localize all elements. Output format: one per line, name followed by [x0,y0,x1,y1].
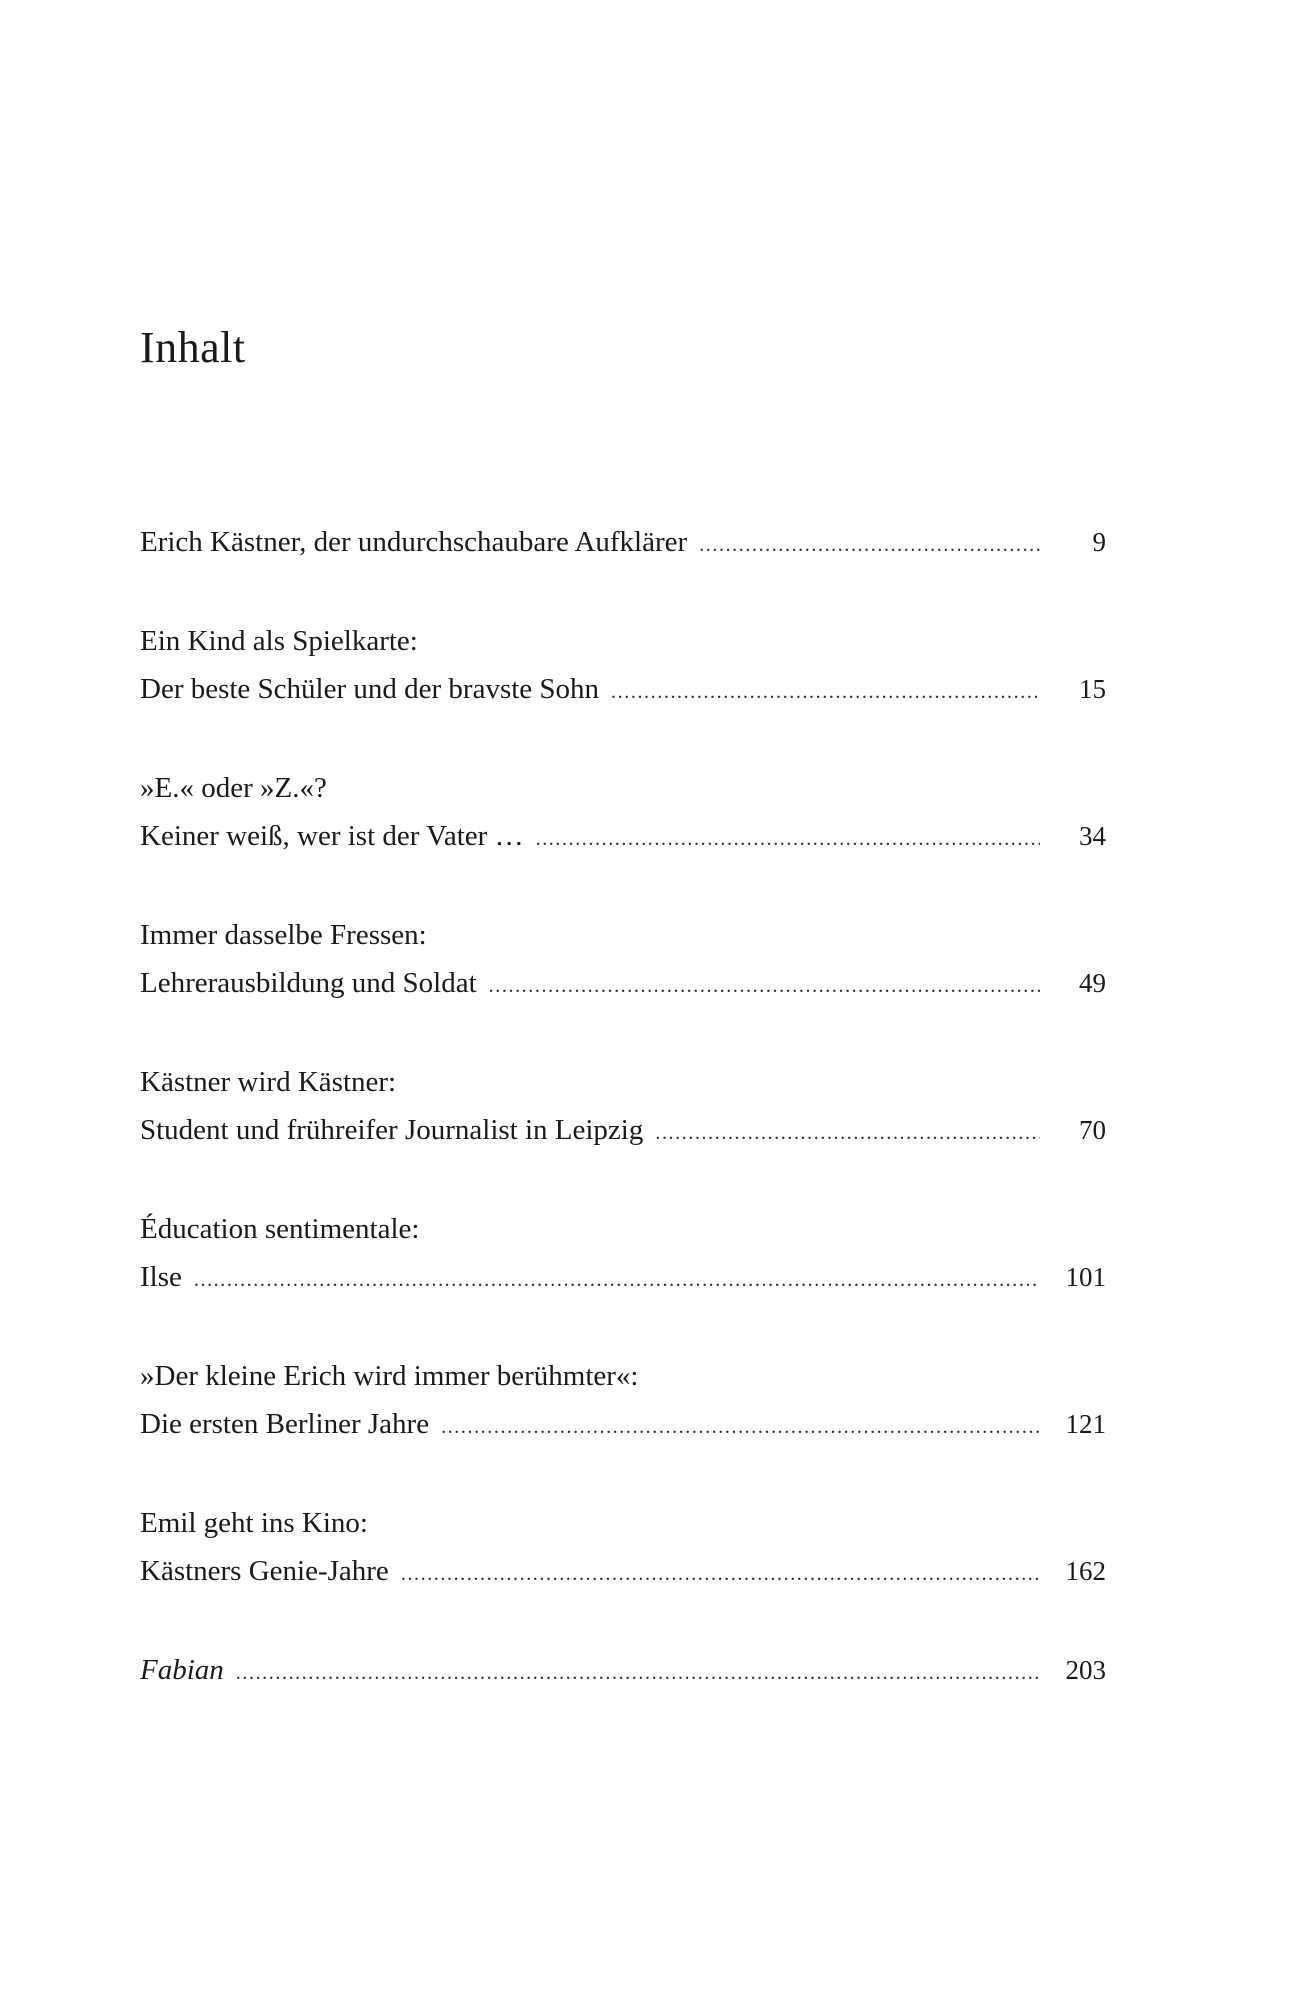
toc-entry-line [140,812,1106,863]
toc-entry-4[interactable] [140,911,1106,1010]
dot-leader [699,521,1040,569]
page-title: Inhalt [140,323,246,372]
toc-entry-1[interactable] [140,518,1106,569]
toc-entry-2[interactable] [140,617,1106,716]
toc-entry-heading: Éducation sentimentale: [140,1213,420,1245]
table-of-contents [140,518,1106,1697]
dot-leader [611,668,1040,716]
toc-entry-title: Keiner weiß, wer ist der Vater … [140,820,524,852]
toc-page-number: 49 [1079,968,1106,998]
toc-entry-line [140,1106,1106,1157]
toc-entry-title: Der beste Schüler und der bravste Sohn [140,673,600,705]
toc-entry-5[interactable] [140,1058,1106,1157]
dot-leader [536,815,1040,863]
toc-entry-heading: Emil geht ins Kino: [140,1507,368,1539]
toc-page-number: 9 [1092,527,1106,557]
toc-entry-heading: Immer dasselbe Fressen: [140,919,427,951]
toc-entry-line [140,518,1106,569]
dot-leader [194,1256,1040,1304]
toc-entry-heading: Kästner wird Kästner: [140,1066,397,1098]
toc-entry-title: Ilse [140,1261,182,1293]
toc-entry-9[interactable] [140,1646,1106,1697]
toc-page-number: 203 [1065,1655,1106,1685]
toc-entry-title: Lehrerausbildung und Soldat [140,967,477,999]
toc-entry-line [140,959,1106,1010]
toc-page-number: 70 [1079,1115,1106,1145]
toc-page-number: 34 [1079,821,1106,851]
dot-leader [236,1649,1040,1697]
toc-entry-3[interactable] [140,764,1106,863]
toc-page-number: 15 [1079,674,1106,704]
toc-entry-line [140,1253,1106,1304]
toc-entry-heading: Ein Kind als Spielkarte: [140,625,418,657]
toc-entry-line [140,665,1106,716]
toc-entry-title: Student und frühreifer Journalist in Leipzig [140,1114,644,1146]
toc-entry-title: Kästners Genie-Jahre [140,1555,389,1587]
toc-page-number: 121 [1065,1409,1106,1439]
toc-entry-line [140,1547,1106,1598]
toc-entry-7[interactable] [140,1352,1106,1451]
dot-leader [401,1550,1040,1598]
dot-leader [489,962,1040,1010]
toc-entry-6[interactable] [140,1205,1106,1304]
dot-leader [441,1403,1040,1451]
toc-entry-heading: »E.« oder »Z.«? [140,772,327,804]
dot-leader [655,1109,1040,1157]
toc-page-number: 162 [1065,1556,1106,1586]
toc-entry-line [140,1400,1106,1451]
toc-page-number: 101 [1065,1262,1106,1292]
toc-entry-title: Fabian [140,1654,224,1686]
toc-entry-title: Die ersten Berliner Jahre [140,1408,430,1440]
toc-entry-8[interactable] [140,1499,1106,1598]
toc-entry-heading: »Der kleine Erich wird immer berühmter«: [140,1360,639,1392]
toc-entry-title: Erich Kästner, der undurchschaubare Aufklärer [140,526,688,558]
toc-entry-line [140,1646,1106,1697]
